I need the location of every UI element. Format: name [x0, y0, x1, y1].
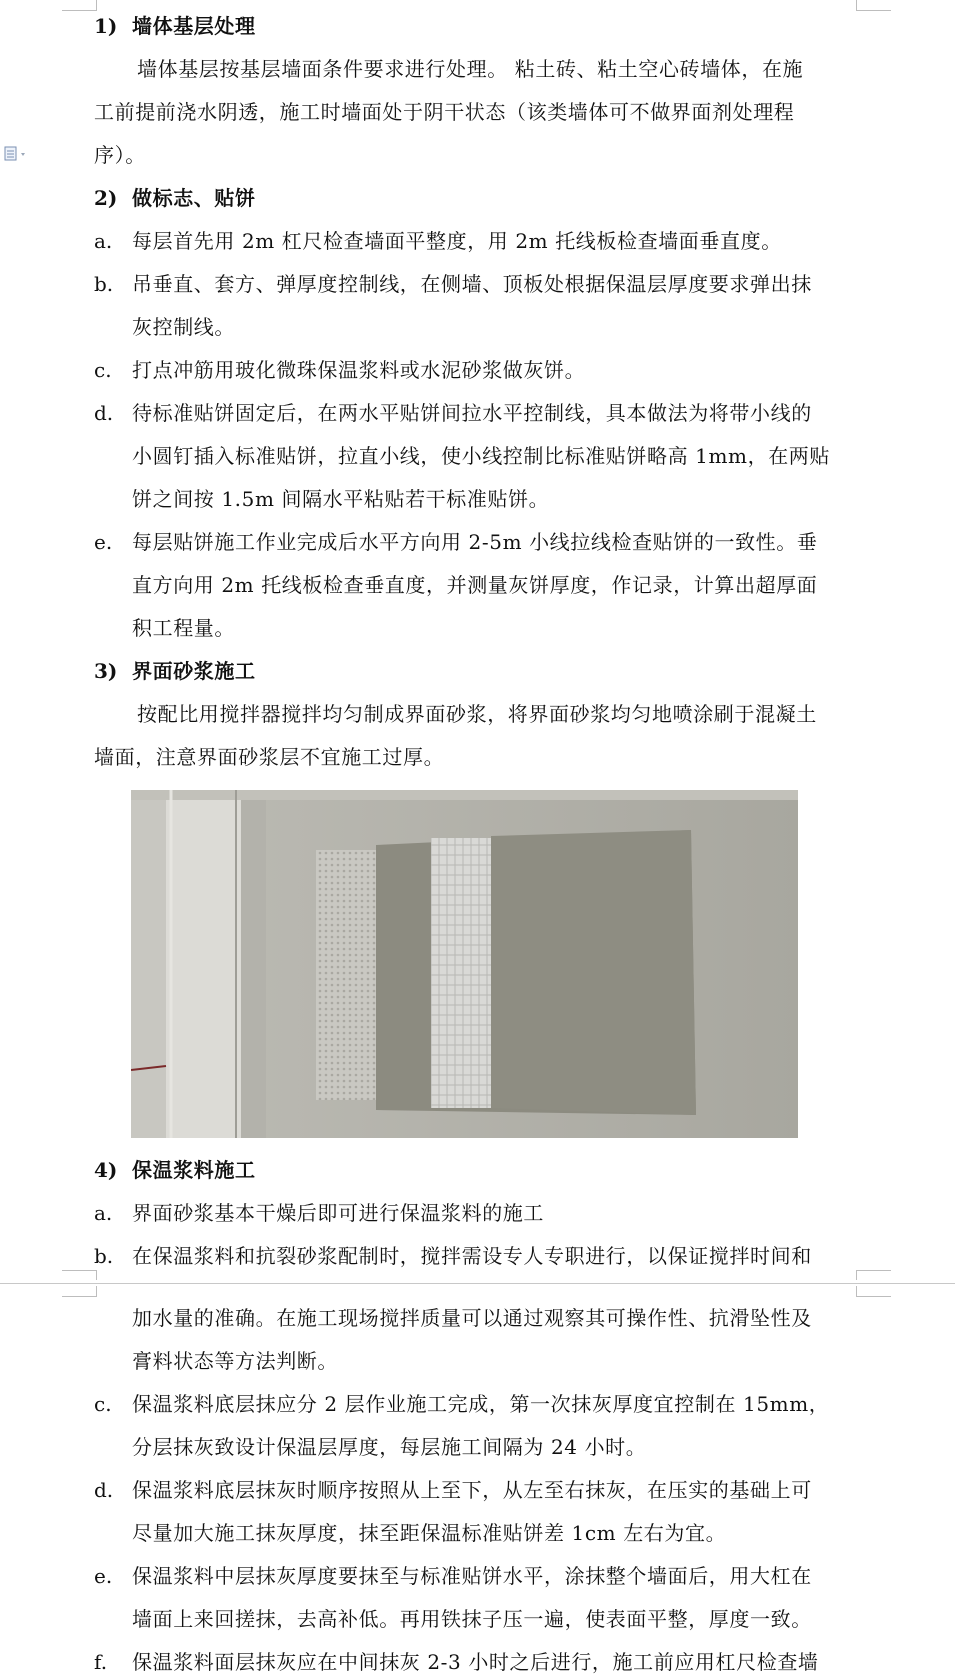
list-item-line: 保温浆料中层抹灰厚度要抹至与标准贴饼水平，涂抹整个墙面后，用大杠在	[132, 1564, 812, 1588]
list-item-line: 膏料状态等方法判断。	[132, 1349, 338, 1373]
paragraph-line: 工前提前浇水阴透，施工时墙面处于阴干状态（该类墙体可不做界面剂处理程	[94, 100, 795, 124]
page-corner-mark	[856, 1286, 891, 1297]
list-marker: c.	[94, 1392, 112, 1416]
list-item-line: 直方向用 2m 托线板检查垂直度，并测量灰饼厚度，作记录，计算出超厚面	[132, 573, 818, 597]
list-marker: a.	[94, 229, 113, 253]
section-heading: 墙体基层处理	[132, 14, 256, 38]
list-marker: d.	[94, 1478, 114, 1502]
list-item-line: 待标准贴饼固定后，在两水平贴饼间拉水平控制线，具本做法为将带小线的	[132, 401, 812, 425]
list-item-line: 界面砂浆基本干燥后即可进行保温浆料的施工	[132, 1201, 544, 1225]
list-item-line: 保温浆料底层抹应分 2 层作业施工完成，第一次抹灰厚度宜控制在 15mm，	[132, 1392, 830, 1416]
list-item-line: 分层抹灰致设计保温层厚度，每层施工间隔为 24 小时。	[132, 1435, 647, 1459]
paragraph-line: 墙面，注意界面砂浆层不宜施工过厚。	[94, 745, 445, 769]
list-marker: a.	[94, 1201, 113, 1225]
wall-plaster-photo	[131, 790, 798, 1138]
list-item-line: 尽量加大施工抹灰厚度，抹至距保温标准贴饼差 1cm 左右为宜。	[132, 1521, 727, 1545]
list-item-line: 保温浆料底层抹灰时顺序按照从上至下，从左至右抹灰，在压实的基础上可	[132, 1478, 812, 1502]
page-corner-mark	[62, 1286, 97, 1297]
list-item-line: 积工程量。	[132, 616, 235, 640]
list-marker: c.	[94, 358, 112, 382]
paragraph-line: 墙体基层按基层墙面条件要求进行处理。 粘土砖、粘土空心砖墙体，在施	[137, 57, 804, 81]
list-item-line: 小圆钉插入标准贴饼，拉直小线，使小线控制比标准贴饼略高 1mm，在两贴	[132, 444, 831, 468]
list-marker: e.	[94, 530, 113, 554]
list-item-line: 饼之间按 1.5m 间隔水平粘贴若干标准贴饼。	[132, 487, 550, 511]
list-item-line: 在保温浆料和抗裂砂浆配制时，搅拌需设专人专职进行，以保证搅拌时间和	[132, 1244, 812, 1268]
paragraph-line: 按配比用搅拌器搅拌均匀制成界面砂浆，将界面砂浆均匀地喷涂刷于混凝土	[137, 702, 817, 726]
page-break-divider	[0, 1283, 955, 1284]
list-item-line: 每层首先用 2m 杠尺检查墙面平整度，用 2m 托线板检查墙面垂直度。	[132, 229, 782, 253]
document-icon[interactable]	[4, 146, 30, 162]
section-number: 1)	[94, 14, 118, 38]
list-marker: f.	[94, 1650, 108, 1674]
list-item-line: 每层贴饼施工作业完成后水平方向用 2-5m 小线拉线检查贴饼的一致性。垂	[132, 530, 818, 554]
page-corner-mark	[856, 0, 891, 11]
list-item-line: 保温浆料面层抹灰应在中间抹灰 2-3 小时之后进行，施工前应用杠尺检查墙	[132, 1650, 819, 1674]
list-marker: d.	[94, 401, 114, 425]
section-heading: 保温浆料施工	[132, 1158, 256, 1182]
section-number: 3)	[94, 659, 118, 683]
list-item-line: 加水量的准确。在施工现场搅拌质量可以通过观察其可操作性、抗滑坠性及	[132, 1306, 812, 1330]
list-item-line: 墙面上来回搓抹，去高补低。再用铁抹子压一遍，使表面平整，厚度一致。	[132, 1607, 812, 1631]
section-heading: 做标志、贴饼	[132, 186, 256, 210]
section-heading: 界面砂浆施工	[132, 659, 256, 683]
list-item-line: 吊垂直、套方、弹厚度控制线，在侧墙、顶板处根据保温层厚度要求弹出抹	[132, 272, 812, 296]
section-number: 2)	[94, 186, 118, 210]
section-number: 4)	[94, 1158, 118, 1182]
list-marker: b.	[94, 1244, 114, 1268]
document-page-2	[0, 1285, 955, 1679]
list-item-line: 打点冲筋用玻化微珠保温浆料或水泥砂浆做灰饼。	[132, 358, 586, 382]
page-corner-mark	[62, 0, 97, 11]
paragraph-line: 序）。	[94, 143, 146, 167]
list-item-line: 灰控制线。	[132, 315, 235, 339]
list-marker: e.	[94, 1564, 113, 1588]
list-marker: b.	[94, 272, 114, 296]
